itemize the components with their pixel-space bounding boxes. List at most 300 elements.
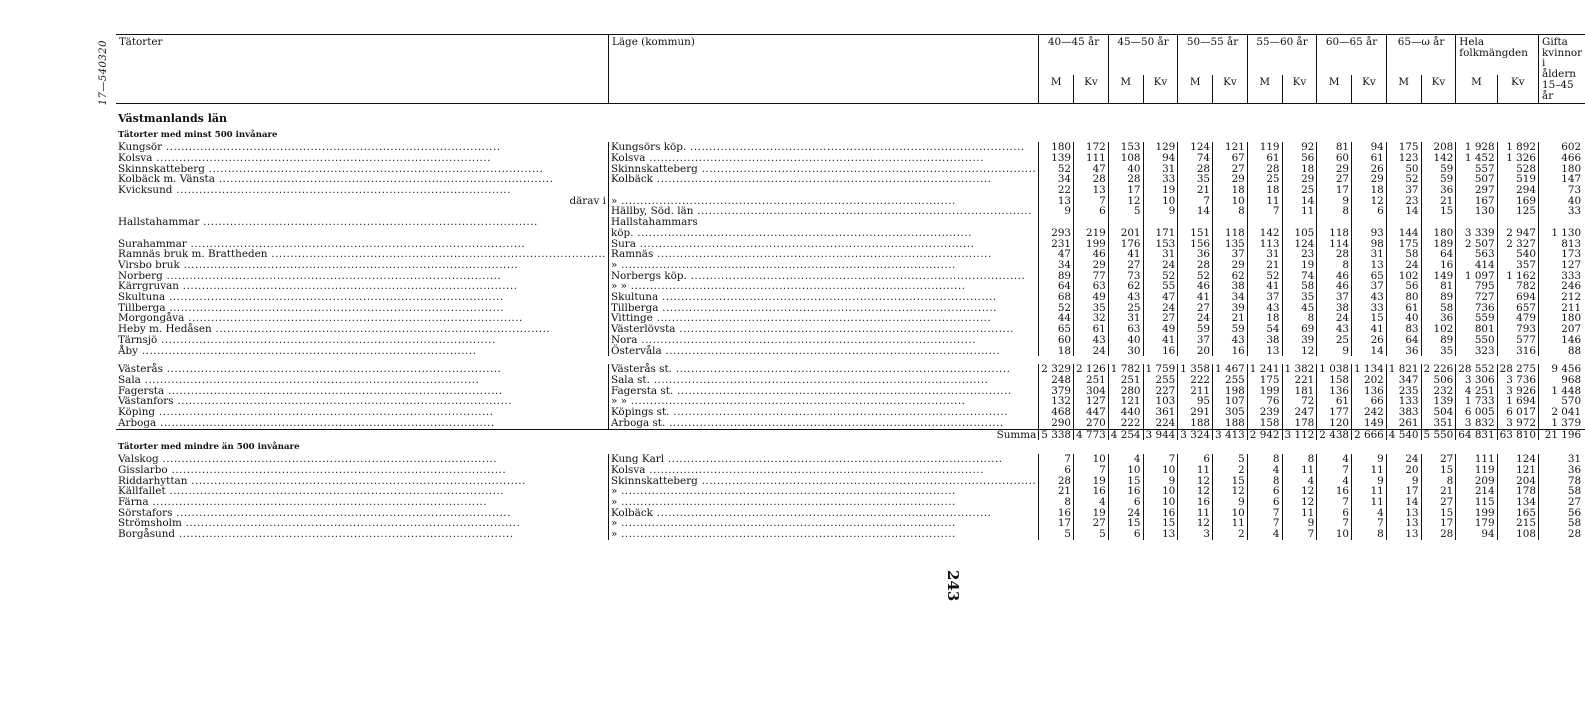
value-men: 17 bbox=[1108, 185, 1143, 196]
value-women: 93 bbox=[1352, 228, 1387, 239]
value-men: 41 bbox=[1108, 249, 1143, 260]
sum-married-women: 21 196 bbox=[1539, 429, 1585, 440]
header-men: M bbox=[1247, 75, 1282, 103]
header-age-group: 45—50 år bbox=[1108, 35, 1178, 76]
value-women: 178 bbox=[1282, 418, 1317, 429]
value-men: 124 bbox=[1178, 142, 1213, 153]
value-women: 136 bbox=[1352, 386, 1387, 397]
value-men: 34 bbox=[1039, 174, 1074, 185]
value-men: 113 bbox=[1247, 239, 1282, 250]
value-women: 65 bbox=[1352, 271, 1387, 282]
sum-value: 3 413 bbox=[1213, 429, 1248, 440]
value-women: 28 bbox=[1421, 529, 1456, 540]
value-women: 793 bbox=[1497, 324, 1538, 335]
value-women: 2 226 bbox=[1421, 364, 1456, 375]
value-women: 4 bbox=[1074, 497, 1109, 508]
value-men: 3 339 bbox=[1456, 228, 1497, 239]
value-women: 16 bbox=[1074, 486, 1109, 497]
value-women: 10 bbox=[1213, 508, 1248, 519]
value-men: 95 bbox=[1178, 396, 1213, 407]
value-women: 221 bbox=[1282, 375, 1317, 386]
value-women: 31 bbox=[1352, 249, 1387, 260]
value-women: 29 bbox=[1213, 260, 1248, 271]
county-title: Västmanlands län bbox=[118, 111, 228, 125]
value-men: 7 bbox=[1317, 497, 1352, 508]
value-men: 41 bbox=[1247, 281, 1282, 292]
value-women: 11 bbox=[1282, 508, 1317, 519]
value-women: 172 bbox=[1074, 142, 1109, 153]
value-men: 9 bbox=[1039, 206, 1074, 217]
sum-value: 4 773 bbox=[1074, 429, 1109, 440]
value-women: 37 bbox=[1213, 249, 1248, 260]
value-men: 6 bbox=[1178, 454, 1213, 465]
header-women: Kv bbox=[1282, 75, 1317, 103]
header-men: M bbox=[1456, 75, 1497, 103]
value-men: 7 bbox=[1247, 206, 1282, 217]
value-men: 3 bbox=[1178, 529, 1213, 540]
value-women: 3 736 bbox=[1497, 375, 1538, 386]
value-men: 211 bbox=[1178, 386, 1213, 397]
value-men: 123 bbox=[1386, 153, 1421, 164]
value-men: 10 bbox=[1317, 529, 1352, 540]
value-men: 4 bbox=[1247, 465, 1282, 476]
value-men: 15 bbox=[1108, 518, 1143, 529]
value-women: 204 bbox=[1497, 476, 1538, 487]
value-women: 11 bbox=[1352, 497, 1387, 508]
value-married-women: 36 bbox=[1567, 463, 1582, 476]
value-women: 15 bbox=[1143, 518, 1178, 529]
value-men: 59 bbox=[1178, 324, 1213, 335]
value-men: 119 bbox=[1456, 465, 1497, 476]
value-men: 121 bbox=[1108, 396, 1143, 407]
value-women: 31 bbox=[1143, 164, 1178, 175]
value-men: 31 bbox=[1247, 249, 1282, 260]
value-men: 10 bbox=[1108, 465, 1143, 476]
value-men: 20 bbox=[1386, 465, 1421, 476]
value-men: 34 bbox=[1039, 260, 1074, 271]
location-name: köp. ..... bbox=[608, 228, 1038, 239]
value-women: 11 bbox=[1282, 206, 1317, 217]
value-women: 5 bbox=[1213, 454, 1248, 465]
value-men: 43 bbox=[1108, 292, 1143, 303]
value-men: 36 bbox=[1386, 346, 1421, 357]
value-women: 124 bbox=[1282, 239, 1317, 250]
value-men: 28 bbox=[1317, 249, 1352, 260]
value-men: 52 bbox=[1039, 303, 1074, 314]
value-men: 18 bbox=[1247, 313, 1282, 324]
value-men: 176 bbox=[1108, 239, 1143, 250]
value-men: 13 bbox=[1247, 346, 1282, 357]
value-men: 507 bbox=[1456, 174, 1497, 185]
value-women: 35 bbox=[1282, 292, 1317, 303]
value-married-women: 31 bbox=[1567, 453, 1582, 466]
value-men: 4 bbox=[1108, 454, 1143, 465]
value-women: 2 bbox=[1213, 465, 1248, 476]
value-women: 227 bbox=[1143, 386, 1178, 397]
sum-value: 63 810 bbox=[1497, 429, 1538, 440]
place-name: Kolsva ..... bbox=[116, 153, 608, 164]
place-name: därav i bbox=[569, 194, 606, 207]
value-men: 13 bbox=[1039, 196, 1074, 207]
location-name: Arboga st. ..... bbox=[608, 418, 1038, 429]
header-married-women: Gifta kvinnor i åldern 15–45 år bbox=[1539, 35, 1585, 104]
value-women: 165 bbox=[1497, 508, 1538, 519]
value-women: 107 bbox=[1213, 396, 1248, 407]
location-name: » ..... bbox=[608, 518, 1038, 529]
value-women: 55 bbox=[1143, 281, 1178, 292]
value-women: 13 bbox=[1352, 260, 1387, 271]
value-women: 7 bbox=[1352, 518, 1387, 529]
location-name: Västerås st. ..... bbox=[608, 364, 1038, 375]
location-name: Nora ..... bbox=[608, 335, 1038, 346]
value-men: 52 bbox=[1247, 271, 1282, 282]
value-men: 8 bbox=[1247, 476, 1282, 487]
value-women: 7 bbox=[1143, 454, 1178, 465]
value-women: 31 bbox=[1143, 249, 1178, 260]
value-men: 24 bbox=[1386, 260, 1421, 271]
value-men: 63 bbox=[1108, 324, 1143, 335]
value-women: 16 bbox=[1213, 346, 1248, 357]
value-married-women: 333 bbox=[1561, 269, 1582, 282]
place-name: Virsbo bruk ..... bbox=[116, 260, 608, 271]
value-men: 177 bbox=[1317, 407, 1352, 418]
value-men: 28 bbox=[1247, 164, 1282, 175]
value-women: 9 bbox=[1352, 454, 1387, 465]
place-name: Borgåsund ..... bbox=[116, 529, 608, 540]
value-men: 76 bbox=[1247, 396, 1282, 407]
value-women: 61 bbox=[1352, 153, 1387, 164]
place-name: Heby m. Hedåsen ..... bbox=[116, 324, 608, 335]
value-women: 1 892 bbox=[1497, 142, 1538, 153]
value-men: 37 bbox=[1247, 292, 1282, 303]
value-married-women: 28 bbox=[1567, 528, 1582, 541]
place-name: Sörstafors ..... bbox=[116, 508, 608, 519]
value-women: 232 bbox=[1421, 386, 1456, 397]
value-women: 178 bbox=[1497, 486, 1538, 497]
value-women: 8 bbox=[1282, 454, 1317, 465]
value-men: 41 bbox=[1178, 292, 1213, 303]
location-name: Kungsörs köp. ..... bbox=[608, 142, 1038, 153]
header-age-group: 60—65 år bbox=[1317, 35, 1387, 76]
value-women: 46 bbox=[1074, 249, 1109, 260]
value-men: 3 832 bbox=[1456, 418, 1497, 429]
value-women: 98 bbox=[1352, 239, 1387, 250]
value-women: 294 bbox=[1497, 185, 1538, 196]
value-women: 6 bbox=[1074, 206, 1109, 217]
value-men: 7 bbox=[1178, 196, 1213, 207]
value-women: 14 bbox=[1282, 196, 1317, 207]
location-name: » ..... bbox=[608, 497, 1038, 508]
header-women: Kv bbox=[1074, 75, 1109, 103]
value-men: 11 bbox=[1178, 465, 1213, 476]
value-women: 255 bbox=[1143, 375, 1178, 386]
value-men: 27 bbox=[1317, 174, 1352, 185]
value-women: 28 275 bbox=[1497, 364, 1538, 375]
value-women: 15 bbox=[1421, 508, 1456, 519]
value-married-women: 58 bbox=[1567, 517, 1582, 530]
value-women: 202 bbox=[1352, 375, 1387, 386]
value-men: 293 bbox=[1039, 228, 1074, 239]
value-women: 10 bbox=[1143, 196, 1178, 207]
value-men: 9 bbox=[1317, 346, 1352, 357]
value-women: 540 bbox=[1497, 249, 1538, 260]
value-men: 563 bbox=[1456, 249, 1497, 260]
value-women: 304 bbox=[1074, 386, 1109, 397]
value-women: 657 bbox=[1497, 303, 1538, 314]
value-women: 34 bbox=[1213, 292, 1248, 303]
value-women: 11 bbox=[1213, 518, 1248, 529]
value-men: 158 bbox=[1247, 418, 1282, 429]
value-men: 2 507 bbox=[1456, 239, 1497, 250]
value-women: 1 694 bbox=[1497, 396, 1538, 407]
value-women: 103 bbox=[1143, 396, 1178, 407]
value-women: 2 bbox=[1213, 529, 1248, 540]
value-men: 58 bbox=[1386, 249, 1421, 260]
header-age-group: 40—45 år bbox=[1039, 35, 1109, 76]
value-men: 13 bbox=[1386, 518, 1421, 529]
value-men: 83 bbox=[1386, 324, 1421, 335]
value-men: 291 bbox=[1178, 407, 1213, 418]
value-women: 357 bbox=[1497, 260, 1538, 271]
value-women: 27 bbox=[1421, 497, 1456, 508]
place-name: Strömsholm ..... bbox=[116, 518, 608, 529]
place-name: Kungsör ..... bbox=[116, 142, 608, 153]
value-men: 35 bbox=[1178, 174, 1213, 185]
value-men: 151 bbox=[1178, 228, 1213, 239]
value-men: 65 bbox=[1039, 324, 1074, 335]
value-men: 4 bbox=[1317, 454, 1352, 465]
value-women: 13 bbox=[1143, 529, 1178, 540]
place-name: Arboga ..... bbox=[116, 418, 608, 429]
value-men: 5 bbox=[1039, 529, 1074, 540]
value-married-women: 56 bbox=[1567, 506, 1582, 519]
value-men: 736 bbox=[1456, 303, 1497, 314]
value-women: 153 bbox=[1143, 239, 1178, 250]
place-name: Kärrgruvan ..... bbox=[116, 281, 608, 292]
value-men: 14 bbox=[1386, 497, 1421, 508]
value-men: 12 bbox=[1178, 518, 1213, 529]
value-men: 89 bbox=[1039, 271, 1074, 282]
value-men: 60 bbox=[1317, 153, 1352, 164]
value-women: 6 bbox=[1352, 206, 1387, 217]
value-women: 28 bbox=[1074, 174, 1109, 185]
section-title: Tätorter med mindre än 500 invånare bbox=[118, 441, 300, 452]
value-women: 12 bbox=[1213, 486, 1248, 497]
page-number: 243 bbox=[944, 570, 962, 602]
value-men: 111 bbox=[1456, 454, 1497, 465]
value-women: 8 bbox=[1352, 529, 1387, 540]
value-men: 52 bbox=[1039, 164, 1074, 175]
value-married-women: 813 bbox=[1561, 237, 1582, 250]
place-name: Åby ..... bbox=[116, 346, 608, 357]
value-women: 61 bbox=[1074, 324, 1109, 335]
value-men: 440 bbox=[1108, 407, 1143, 418]
value-men: 133 bbox=[1386, 396, 1421, 407]
value-men: 261 bbox=[1386, 418, 1421, 429]
value-women: 111 bbox=[1074, 153, 1109, 164]
value-women: 58 bbox=[1282, 281, 1317, 292]
value-men: 6 bbox=[1247, 497, 1282, 508]
value-men: 56 bbox=[1386, 281, 1421, 292]
value-women: 92 bbox=[1282, 142, 1317, 153]
value-women: 9 bbox=[1213, 497, 1248, 508]
value-men: 8 bbox=[1247, 454, 1282, 465]
header-women: Kv bbox=[1421, 75, 1456, 103]
value-men: 139 bbox=[1039, 153, 1074, 164]
value-women: 32 bbox=[1074, 313, 1109, 324]
value-women: 12 bbox=[1352, 196, 1387, 207]
value-women: 24 bbox=[1143, 303, 1178, 314]
place-name: Tärnsjö ..... bbox=[116, 335, 608, 346]
value-women: 782 bbox=[1497, 281, 1538, 292]
value-women: 36 bbox=[1421, 185, 1456, 196]
value-women: 21 bbox=[1213, 313, 1248, 324]
value-men: 12 bbox=[1178, 476, 1213, 487]
value-women: 67 bbox=[1213, 153, 1248, 164]
value-men: 222 bbox=[1178, 375, 1213, 386]
value-women: 35 bbox=[1421, 346, 1456, 357]
value-men: 37 bbox=[1317, 292, 1352, 303]
value-men: 62 bbox=[1108, 281, 1143, 292]
value-women: 4 bbox=[1282, 476, 1317, 487]
value-men: 550 bbox=[1456, 335, 1497, 346]
value-men: 25 bbox=[1108, 303, 1143, 314]
place-name: Sala ..... bbox=[116, 375, 608, 386]
place-name: Skinnskatteberg ..... bbox=[116, 164, 608, 175]
value-women: 27 bbox=[1074, 518, 1109, 529]
place-name: Västanfors ..... bbox=[116, 396, 608, 407]
value-women: 10 bbox=[1074, 454, 1109, 465]
value-women: 94 bbox=[1143, 153, 1178, 164]
value-men: 7 bbox=[1247, 508, 1282, 519]
location-name: Hällby, Söd. län ..... bbox=[608, 206, 1038, 217]
value-married-women: 968 bbox=[1561, 373, 1582, 386]
value-women: 10 bbox=[1213, 196, 1248, 207]
value-men: 248 bbox=[1039, 375, 1074, 386]
value-men: 179 bbox=[1456, 518, 1497, 529]
value-married-women: 173 bbox=[1561, 248, 1582, 261]
value-men: 1 358 bbox=[1178, 364, 1213, 375]
value-men: 28 552 bbox=[1456, 364, 1497, 375]
value-women: 62 bbox=[1213, 271, 1248, 282]
value-men: 559 bbox=[1456, 313, 1497, 324]
header-men: M bbox=[1386, 75, 1421, 103]
value-women: 504 bbox=[1421, 407, 1456, 418]
value-women: 25 bbox=[1282, 185, 1317, 196]
value-women: 316 bbox=[1497, 346, 1538, 357]
value-women: 16 bbox=[1143, 508, 1178, 519]
value-women: 63 bbox=[1074, 281, 1109, 292]
value-men: 61 bbox=[1247, 153, 1282, 164]
place-name: Tillberga ..... bbox=[116, 303, 608, 314]
value-women: 577 bbox=[1497, 335, 1538, 346]
value-women: 19 bbox=[1074, 476, 1109, 487]
value-women: 8 bbox=[1282, 313, 1317, 324]
header-women: Kv bbox=[1213, 75, 1248, 103]
value-married-women: 78 bbox=[1567, 474, 1582, 487]
value-men: 14 bbox=[1386, 206, 1421, 217]
value-women: 52 bbox=[1143, 271, 1178, 282]
value-men: 37 bbox=[1178, 335, 1213, 346]
value-women: 121 bbox=[1213, 142, 1248, 153]
value-women: 15 bbox=[1421, 206, 1456, 217]
value-men: 175 bbox=[1386, 239, 1421, 250]
value-men: 119 bbox=[1247, 142, 1282, 153]
place-name: Ramnäs bruk m. Brattheden ..... bbox=[116, 249, 608, 260]
value-women: 188 bbox=[1213, 418, 1248, 429]
table-row bbox=[116, 346, 1585, 357]
location-name: Tillberga ..... bbox=[608, 303, 1038, 314]
value-women: 447 bbox=[1074, 407, 1109, 418]
value-men: 50 bbox=[1386, 164, 1421, 175]
value-married-women: 33 bbox=[1567, 205, 1582, 218]
value-women: 47 bbox=[1143, 292, 1178, 303]
value-women: 242 bbox=[1352, 407, 1387, 418]
value-men: 15 bbox=[1108, 476, 1143, 487]
header-place: Tätorter bbox=[116, 35, 608, 104]
value-men: 28 bbox=[1178, 260, 1213, 271]
value-women: 1 162 bbox=[1497, 271, 1538, 282]
value-married-women: 602 bbox=[1561, 141, 1582, 154]
location-name: Västerlövsta ..... bbox=[608, 324, 1038, 335]
value-men: 24 bbox=[1317, 313, 1352, 324]
sum-value: 5 338 bbox=[1039, 429, 1074, 440]
sum-label: Summa bbox=[116, 429, 1039, 440]
value-men: 16 bbox=[1178, 497, 1213, 508]
value-men: 120 bbox=[1317, 418, 1352, 429]
value-married-women: 9 456 bbox=[1551, 363, 1582, 376]
sum-row bbox=[116, 429, 1585, 440]
value-women: 19 bbox=[1282, 260, 1317, 271]
value-women: 694 bbox=[1497, 292, 1538, 303]
location-name: Kolbäck ..... bbox=[608, 508, 1038, 519]
side-reference-code: 17—540320 bbox=[98, 40, 109, 106]
value-men: 13 bbox=[1386, 529, 1421, 540]
value-men: 167 bbox=[1456, 196, 1497, 207]
value-women: 21 bbox=[1421, 196, 1456, 207]
value-men: 114 bbox=[1317, 239, 1352, 250]
sum-value: 3 112 bbox=[1282, 429, 1317, 440]
value-women: 9 bbox=[1143, 476, 1178, 487]
value-women: 1 134 bbox=[1352, 364, 1387, 375]
location-name: Skinnskatteberg ..... bbox=[608, 476, 1038, 487]
value-men: 795 bbox=[1456, 281, 1497, 292]
value-men: 7 bbox=[1317, 465, 1352, 476]
value-women: 26 bbox=[1352, 164, 1387, 175]
value-women: 59 bbox=[1421, 174, 1456, 185]
value-men: 1 097 bbox=[1456, 271, 1497, 282]
value-men: 16 bbox=[1108, 486, 1143, 497]
value-women: 199 bbox=[1074, 239, 1109, 250]
value-men: 68 bbox=[1039, 292, 1074, 303]
value-men: 5 bbox=[1108, 206, 1143, 217]
value-married-women: 2 041 bbox=[1551, 406, 1582, 419]
value-men: 11 bbox=[1178, 508, 1213, 519]
value-women: 15 bbox=[1421, 465, 1456, 476]
location-name: Köpings st. ..... bbox=[608, 407, 1038, 418]
value-women: 139 bbox=[1421, 396, 1456, 407]
value-men: 40 bbox=[1108, 335, 1143, 346]
value-women: 18 bbox=[1213, 185, 1248, 196]
header-women: Kv bbox=[1143, 75, 1178, 103]
value-women: 38 bbox=[1213, 281, 1248, 292]
value-women: 72 bbox=[1282, 396, 1317, 407]
location-name: » ..... bbox=[608, 486, 1038, 497]
value-men: 9 bbox=[1317, 196, 1352, 207]
value-men: 27 bbox=[1108, 260, 1143, 271]
value-men: 38 bbox=[1247, 335, 1282, 346]
value-men: 11 bbox=[1247, 196, 1282, 207]
